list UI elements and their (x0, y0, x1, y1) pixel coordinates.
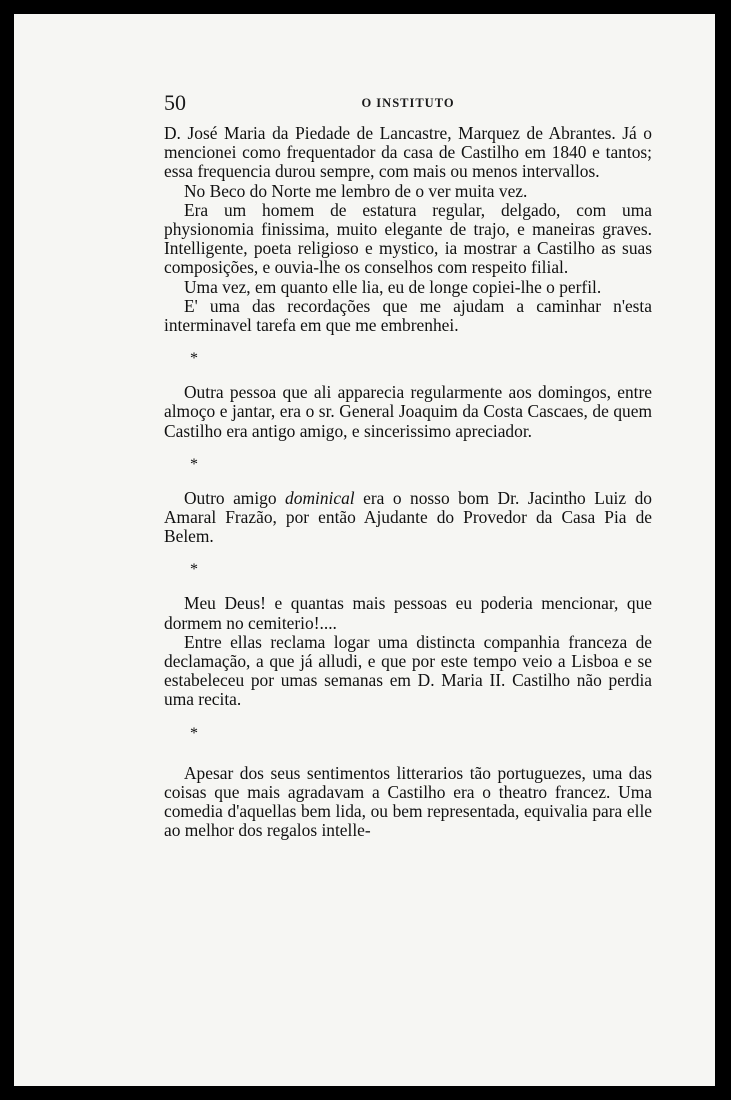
paragraph: Meu Deus! e quantas mais pessoas eu poderia mencionar, que dormem no cemiterio!.... (164, 593, 652, 633)
page-body (164, 124, 652, 840)
paragraph: Entre ellas reclama logar uma distincta companhia franceza de declamação, a que já alludi, e que por este tempo veio a Lisboa e se estabeleceu por umas semanas em D. Maria II. Castilho não perdia uma recita. (164, 631, 652, 710)
page-number: 50 (164, 90, 186, 115)
paragraph-text: Outro amigo (184, 487, 286, 508)
paragraph-text: era o nosso bom Dr. Jacintho Luiz do Amaral Frazão, por então Ajudante do Provedor da Casa Pia de Belem. (164, 487, 652, 547)
paragraph: E' uma das recordações que me ajudam a caminhar n'esta interminavel tarefa em que me embrenhei. (164, 295, 652, 336)
paragraph: Apesar dos seus sentimentos litterarios tão portuguezes, uma das coisas que mais agradavam a Castilho era o theatro francez. Uma comedia d'aquellas bem lida, ou bem representada, equivalia para elle ao melhor dos regalos intelle- (164, 762, 652, 841)
section-separator: * (190, 724, 198, 742)
page-header (164, 90, 652, 116)
running-title: O INSTITUTO (361, 96, 455, 110)
paragraph: Uma vez, em quanto elle lia, eu de longe copiei-lhe o perfil. (184, 276, 602, 297)
section-separator: * (190, 561, 198, 579)
section-separator: * (190, 350, 198, 368)
paragraph: Outra pessoa que ali apparecia regularmente aos domingos, entre almoço e jantar, era o sr. General Joaquim da Costa Cascaes, de quem Castilho era antigo amigo, e sincerissimo apreciador. (164, 382, 652, 441)
paragraph (164, 489, 652, 547)
paragraph: Era um homem de estatura regular, delgado, com uma physionomia finissima, muito elegante de trajo, e maneiras graves. Intelligente, poeta religioso e mystico, ia mostrar a Castilho as suas composições, e ouvia-lhe os conselhos com respeito filial. (164, 199, 652, 278)
paragraph: D. José Maria da Piedade de Lancastre, Marquez de Abrantes. Já o mencionei como frequentador da casa de Castilho em 1840 e tantos; essa frequencia durou sempre, com mais ou menos intervallos. (164, 123, 652, 182)
paragraph: No Beco do Norte me lembro de o ver muita vez. (184, 180, 528, 201)
book-page (14, 14, 715, 1086)
section-separator: * (190, 455, 198, 473)
italic-word: dominical (285, 487, 355, 508)
